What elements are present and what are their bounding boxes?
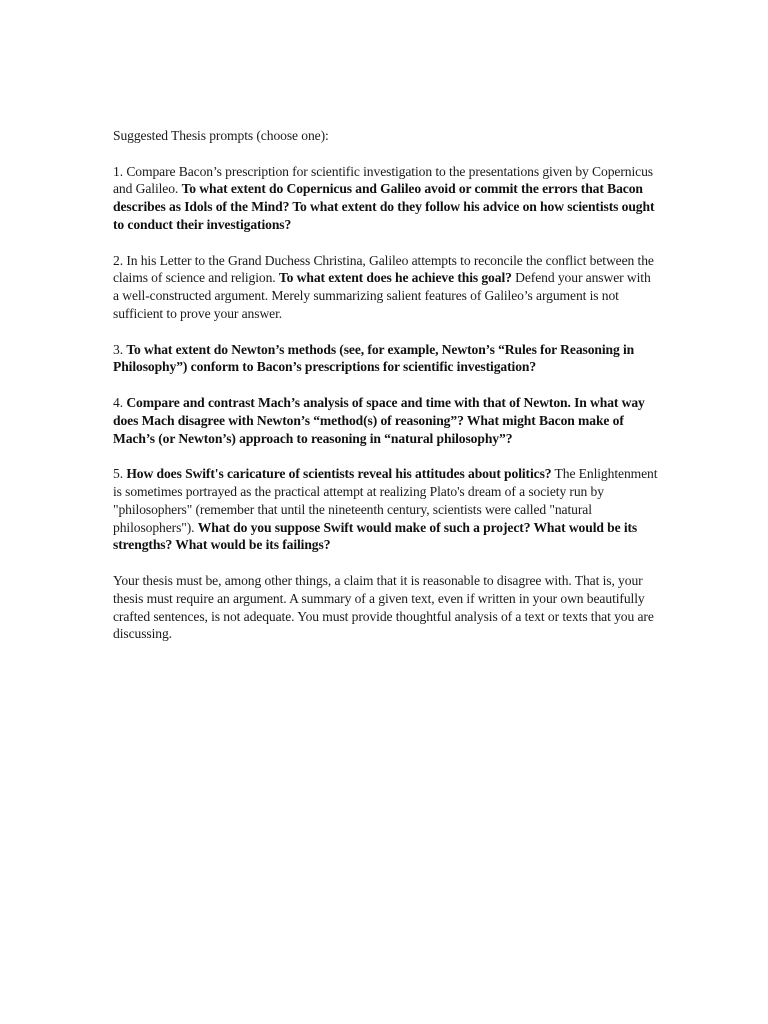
prompt-2 bbox=[113, 252, 658, 323]
prompt-question-2: What do you suppose Swift would make of such a project? What would be its strengths? What would be its failings? bbox=[113, 519, 638, 553]
prompt-number: 3. bbox=[113, 341, 123, 357]
prompt-1 bbox=[113, 163, 658, 234]
prompt-question: To what extent does he achieve this goal? bbox=[278, 270, 512, 286]
prompt-4 bbox=[113, 394, 658, 447]
prompt-number: 2. bbox=[113, 252, 123, 268]
prompt-question: To what extent do Copernicus and Galileo avoid or commit the errors that Bacon describes as Idols of the Mind? To what extent do they follow his advice on how scientists ought to conduct their investigations? bbox=[113, 181, 655, 232]
thesis-requirements: Your thesis must be, among other things, a claim that it is reasonable to disagree with. That is, your thesis must require an argument. A summary of a given text, even if written in your own beautifully crafted sentences, is not adequate. You must provide thoughtful analysis of a text or texts that you are discussing. bbox=[113, 572, 654, 642]
prompt-outro: The Enlightenment is sometimes portrayed as the practical attempt at realizing Plato's dream of a society run by "philosophers" (remember that until the nineteenth century, scientists were called "natural philosophers"). bbox=[113, 466, 658, 535]
prompt-intro: Compare Bacon’s prescription for scientific investigation to the presentations given by Copernicus and Galileo. bbox=[113, 163, 653, 197]
document-body bbox=[113, 127, 658, 643]
prompt-3 bbox=[113, 341, 658, 377]
prompt-number: 1. bbox=[113, 163, 123, 179]
prompt-number: 4. bbox=[113, 394, 123, 410]
prompt-number: 5. bbox=[113, 466, 123, 482]
prompts-heading: Suggested Thesis prompts (choose one): bbox=[113, 128, 329, 143]
prompt-5 bbox=[113, 465, 658, 554]
prompt-question: How does Swift's caricature of scientists reveal his attitudes about politics? bbox=[126, 466, 552, 482]
prompt-question: To what extent do Newton’s methods (see, for example, Newton’s “Rules for Reasoning in Philosophy”) conform to Bacon’s prescriptions for scientific investigation? bbox=[113, 341, 635, 375]
prompt-question: Compare and contrast Mach’s analysis of space and time with that of Newton. In what way does Mach disagree with Newton’s “method(s) of reasoning”? What might Bacon make of Mach’s (or Newton’s) approach to reasoning in “natural philosophy”? bbox=[113, 394, 645, 446]
prompt-intro: In his Letter to the Grand Duchess Christina, Galileo attempts to reconcile the conflict between the claims of science and religion. bbox=[113, 252, 654, 286]
prompt-outro: Defend your answer with a well-constructed argument. Merely summarizing salient features of Galileo’s argument is not sufficient to prove your answer. bbox=[113, 270, 651, 321]
